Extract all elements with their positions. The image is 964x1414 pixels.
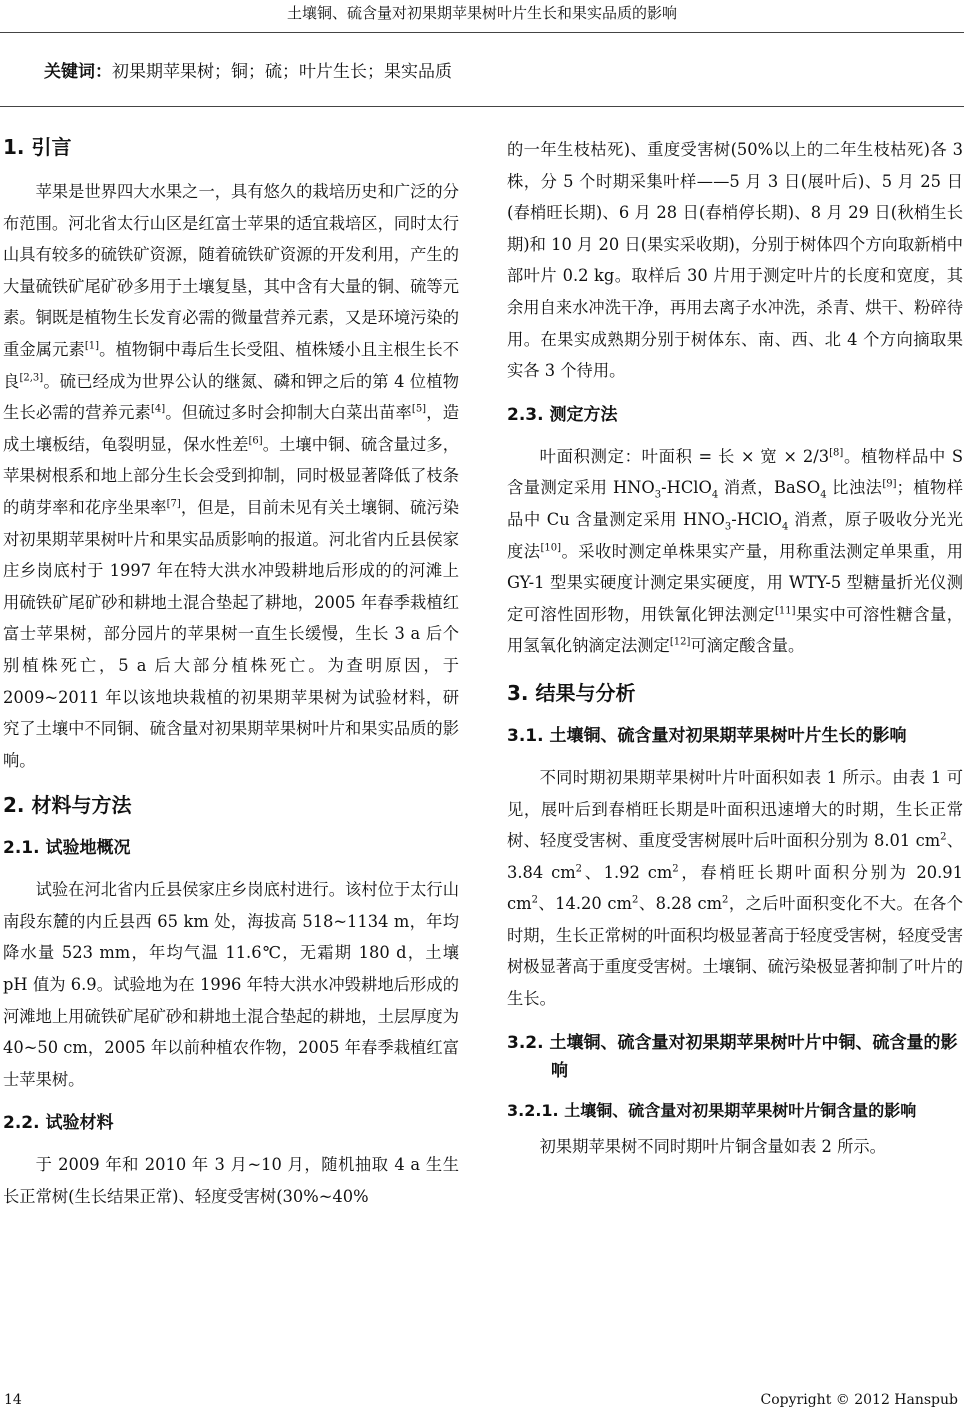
section-2-2-continued: 的一年生枝枯死)、重度受害树(50%以上的二年生枝枯死)各 3 株，分 5 个时期采集叶样——5 月 3 日(展叶后)、5 月 25 日(春梢旺长期)、6 月 28 日(春梢停长期)、8 月 29 日(秋梢生长期)和 10 月 20 日(果实采收期)，分别于树体四个方向取新梢中部叶片 0.2 kg。取样后 30 片用于测定叶片的长度和宽度，其余用自来水冲洗干净，再用去离子水冲洗，杀青、烘干、粉碎待用。在果实成熟期分别于树体东、南、西、北 4 个方向摘取果实各 3 个待用。	[507, 140, 963, 381]
section-3-2-heading: 3.2. 土壤铜、硫含量对初果期苹果树叶片中铜、硫含量的影响	[507, 1032, 958, 1081]
section-3-heading: 3. 结果与分析	[507, 680, 636, 705]
page-number: 14	[4, 1392, 22, 1408]
keywords-label: 关键词：	[44, 62, 112, 82]
citation: [9]	[882, 478, 897, 490]
section-1-paragraph: 苹果是世界四大水果之一，具有悠久的栽培历史和广泛的分布范围。河北省太行山区是红富士苹果的适宜栽培区，同时太行山具有较多的硫铁矿资源，随着硫铁矿资源的开发利用，产生的大量硫铁矿尾矿砂多用于土壤复垦，其中含有大量的铜、硫等元素。铜既是植物生长发育必需的微量营养元素，又是环境污染的重金属元素[1]。植物铜中毒后生长受阻、植株矮小且主根生长不良[2,3]。硫已经成为世界公认的继氮、磷和钾之后的第 4 位植物生长必需的营养元素[4]。但硫过多时会抑制大白菜出苗率[5]，造成土壤板结，龟裂明显，保水性差[6]。土壤中铜、硫含量过多，苹果树根系和地上部分生长会受到抑制，同时极显著降低了枝条的萌芽率和花序坐果率[7]，但是，目前未见有关土壤铜、硫污染对初果期苹果树叶片和果实品质影响的报道。河北省内丘县侯家庄乡岗底村于 1997 年在特大洪水冲毁耕地后形成的的河滩上用硫铁矿尾矿砂和耕地土混合垫起了耕地，2005 年春季栽植红富士苹果树，部分园片的苹果树一直生长缓慢，生长 3 a 后个别植株死亡，5 a 后大部分植株死亡。为查明原因，于 2009~2011 年以该地块栽植的初果期苹果树为试验材料，研究了土壤中不同铜、硫含量对初果期苹果树叶片和果实品质的影响。	[3, 182, 459, 770]
citation: [10]	[540, 542, 562, 554]
section-3-2-1-paragraph: 初果期苹果树不同时期叶片铜含量如表 2 所示。	[539, 1136, 886, 1156]
citation: [7]	[166, 498, 181, 510]
section-3-1-paragraph: 不同时期初果期苹果树叶片叶面积如表 1 所示。由表 1 可见，展叶后到春梢旺长期是叶面积迅速增大的时期，生长正常树、轻度受害树、重度受害树展叶后叶面积分别为 8.01 $cm^2$、3.84 $cm^2$、1.92 $cm^2$，春梢旺长期叶面积分别为 20.91 $cm^2$、14.20 $cm^2$、8.28 $cm^2$，之后叶面积变化不大。在各个时期，生长正常树的叶面积均极显著高于轻度受害树，轻度受害树极显著高于重度受害树。土壤铜、硫污染极显著抑制了叶片的生长。	[507, 767, 964, 1009]
separator-rule	[0, 106, 964, 107]
citation: [4]	[150, 403, 166, 415]
running-head: 土壤铜、硫含量对初果期苹果树叶片生长和果实品质的影响	[0, 0, 964, 33]
section-1-heading: 1. 引言	[3, 135, 72, 159]
section-2-3-heading: 2.3. 测定方法	[507, 404, 618, 425]
citation: [5]	[411, 403, 427, 415]
page-footer	[0, 1392, 964, 1414]
citation: [8]	[829, 447, 844, 459]
left-column	[3, 128, 459, 1213]
citation: [12]	[669, 636, 691, 648]
section-3-2-1-heading: 3.2.1. 土壤铜、硫含量对初果期苹果树叶片铜含量的影响	[507, 1100, 917, 1120]
citation: [11]	[774, 605, 796, 617]
section-2-1-heading: 2.1. 试验地概况	[3, 838, 131, 859]
keywords	[44, 58, 924, 86]
citation: [1]	[84, 340, 99, 352]
section-2-heading: 2. 材料与方法	[3, 793, 132, 818]
citation: [2,3]	[19, 372, 44, 384]
section-2-1-paragraph: 试验在河北省内丘县侯家庄乡岗底村进行。该村位于太行山南段东麓的内丘县西 65 km 处，海拔高 518~1134 m，年均降水量 523 mm，年均气温 11.6℃，无霜期 180 d，土壤 pH 值为 6.9。试验地为在 1996 年特大洪水冲毁耕地后形成的河滩地上用硫铁矿尾矿砂和耕地土混合垫起的耕地，土层厚度为40~50 cm，2005 年以前种植农作物，2005 年春季栽植红富士苹果树。	[3, 880, 459, 1089]
section-2-3-paragraph: 叶面积测定：叶面积 = 长 × 宽 × 2/3[8]。植物样品中 S 含量测定采用 $HNO_3-HClO_4$ 消煮，BaSO$_4$ 比浊法[9]；植物样品中 Cu 含量测定采用 $HNO_3-HClO_4$ 消煮，原子吸收分光光度法[10]。采收时测定单株果实产量，用称重法测定单果重，用 GY-1 型果实硬度计测定果实硬度，用 WTY-5 型糖量折光仪测定可溶性固形物，用铁氰化钾法测定[11]果实中可溶性糖含量，用氢氧化钠滴定法测定[12]可滴定酸含量。	[507, 446, 963, 656]
keywords-text: 初果期苹果树；铜；硫；叶片生长；果实品质	[112, 62, 452, 82]
section-3-1-heading: 3.1. 土壤铜、硫含量对初果期苹果树叶片生长的影响	[507, 725, 907, 746]
copyright-notice: Copyright © 2012 Hanspub	[760, 1392, 958, 1408]
citation: [6]	[248, 435, 263, 447]
right-column	[507, 134, 963, 1162]
section-2-2-paragraph: 于 2009 年和 2010 年 3 月~10 月，随机抽取 4 a 生生长正常树(生长结果正常)、轻度受害树(30%~40%	[3, 1155, 459, 1207]
section-2-2-heading: 2.2. 试验材料	[3, 1113, 114, 1134]
